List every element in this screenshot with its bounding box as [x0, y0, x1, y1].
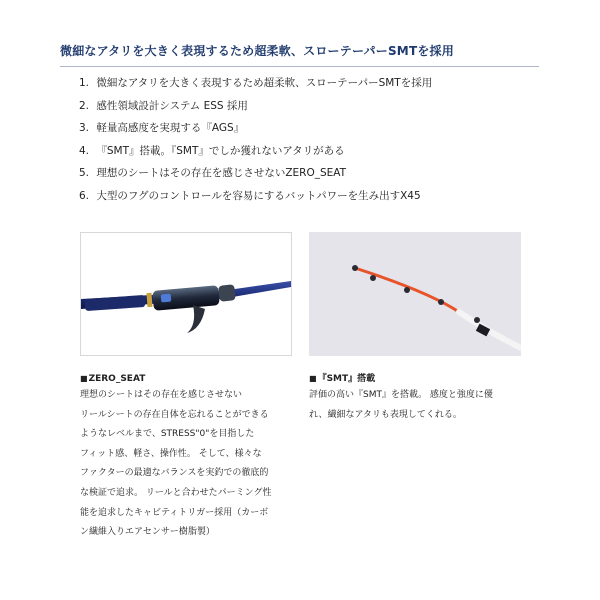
zero-seat-caption-title — [80, 372, 145, 386]
feature-text: 軽量高感度を実現する『AGS』 — [96, 122, 245, 134]
feature-item — [79, 166, 432, 189]
reel-seat-photo — [80, 232, 292, 356]
smt-tip-illustration — [309, 232, 521, 356]
description-line: 能を追求したキャビティトリガー採用（カーボ — [80, 507, 269, 518]
feature-item — [79, 99, 432, 122]
feature-list — [79, 76, 432, 211]
zero-seat-description — [80, 386, 272, 543]
rod-grip — [85, 295, 146, 311]
smt-caption-title — [309, 372, 375, 386]
feature-text: 『SMT』搭載。『SMT』でしか獲れないアタリがある — [96, 144, 345, 157]
description-line: フィット感、軽さ、操作性。 そして、様々な — [80, 448, 262, 459]
feature-item — [79, 189, 432, 212]
square-marker-icon: ■ — [80, 374, 88, 383]
feature-item — [79, 144, 432, 167]
smt-tip-photo — [309, 232, 521, 356]
feature-number: 1. — [79, 77, 90, 89]
description-line: な検証で追求。 リールと合わせたパーミング性 — [80, 487, 272, 498]
section-title: 微細なアタリを大きく表現するため超柔軟、スローテーパーSMTを採用 — [60, 44, 454, 58]
feature-number: 4. — [79, 144, 90, 157]
description-line: ファクターの最適なバランスを実釣での徹底的 — [80, 468, 269, 479]
gold-trim-ring — [147, 293, 153, 307]
feature-text: 感性領域設計システム ESS 採用 — [96, 99, 248, 112]
reel-seat-hood — [218, 284, 236, 302]
rod-tip-white — [459, 312, 521, 348]
description-line: ン繊維入りエアセンサー樹脂製） — [80, 527, 215, 538]
feature-text: 大型のフグのコントロールを容易にするバットパワーを生み出すX45 — [96, 189, 421, 202]
feature-item — [79, 76, 432, 99]
feature-text: 理想のシートはその存在を感じさせないZERO_SEAT — [96, 167, 347, 179]
description-line: 評価の高い『SMT』を搭載。 感度と強度に優 — [309, 390, 493, 400]
description-line: れ、繊細なアタリも表現してくれる。 — [309, 409, 462, 420]
cavity-trigger — [187, 305, 205, 333]
description-line: ようなレベルまで、STRESS"0"を目指した — [80, 429, 255, 440]
feature-number: 2. — [79, 99, 90, 112]
feature-text: 微細なアタリを大きく表現するため超柔軟、スローテーパーSMTを採用 — [96, 77, 433, 89]
seat-accent — [161, 294, 172, 303]
smt-description — [309, 386, 493, 425]
section-header — [60, 42, 539, 67]
smt-title-text: 『SMT』搭載 — [317, 374, 376, 384]
description-line: リールシートの存在自体を忘れることができる — [80, 409, 269, 420]
feature-number: 3. — [79, 122, 90, 134]
square-marker-icon: ■ — [309, 374, 317, 383]
feature-item — [79, 121, 432, 144]
description-line: 理想のシートはその存在を感じさせない — [80, 390, 243, 400]
feature-number: 5. — [79, 167, 90, 179]
feature-number: 6. — [79, 189, 90, 202]
zero-seat-title-text: ZERO_SEAT — [88, 374, 146, 384]
reel-seat-illustration — [81, 233, 291, 355]
